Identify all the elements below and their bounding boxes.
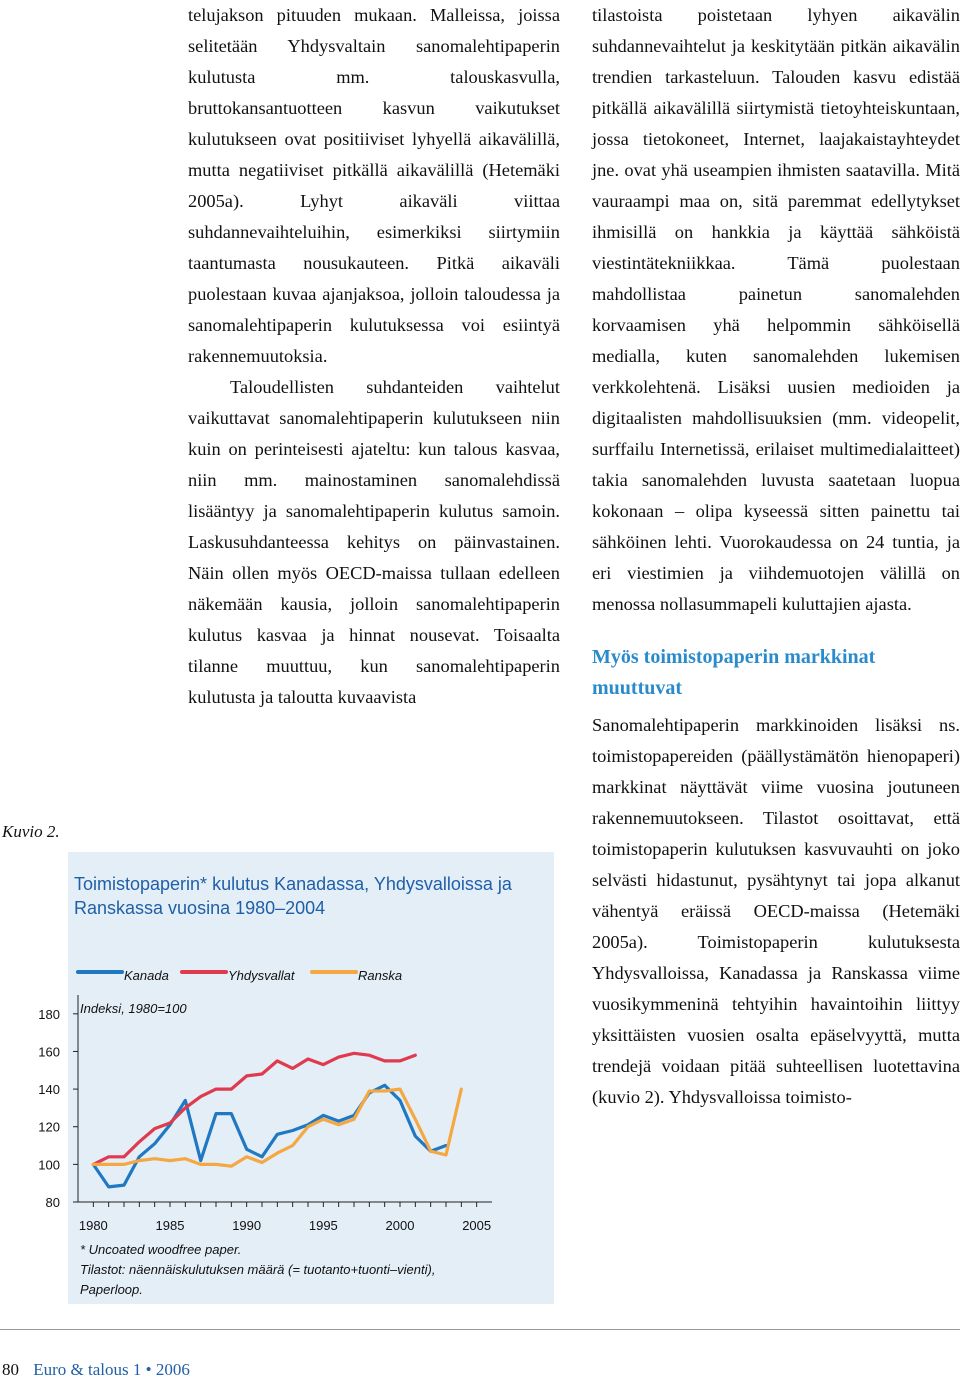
y-axis-label: Indeksi, 1980=100 bbox=[80, 1001, 187, 1016]
figure-title: Toimistopaperin* kulutus Kanadassa, Yhdysvalloissa ja Ranskassa vuosina 1980–2004 bbox=[74, 874, 512, 918]
y-tick-label: 100 bbox=[38, 1157, 60, 1173]
paragraph: Sanomalehtipaperin markkinoiden lisäksi ns. toimistopapereiden (päällystämätön hienopaperi) markkinat näyttävät viime vuosina joutuneen rakennemuutokseen. Tilastot osoittavat, että toimistopaperin kulutuksen kasvuvauhti on joko selvästi hidastunut, pysähtynyt tai jopa alkanut vähentyä eräissä OECD-maissa (Hetemäki 2005a). Toimistopaperin kulutuksesta Yhdysvalloissa, Kanadassa ja Ranskassa viime vuosikymmeninä tehtyihin havaintoihin liittyy yksittäisten vuosien osalta epäselvyyttä, mutta trendejä voidaan pitää suhteellisen luotettavina (kuvio 2). Yhdysvalloissa toimisto- bbox=[592, 715, 960, 1107]
y-tick-label: 160 bbox=[38, 1044, 60, 1060]
y-tick-label: 180 bbox=[38, 1006, 60, 1022]
x-tick-label: 1995 bbox=[308, 1218, 338, 1233]
legend-label: Yhdysvallat bbox=[228, 968, 295, 983]
section-heading: Myös toimistopaperin markkinat muuttuvat bbox=[592, 646, 876, 699]
x-tick-label: 1985 bbox=[155, 1218, 185, 1233]
paragraph: Taloudellisten suhdanteiden vaihtelut vaikuttavat sanomalehtipaperin kulutukseen niin kuin on perinteisesti ajateltu: kun talous kasvaa, niin mm. mainostaminen sanomalehdissä lisääntyy ja sanomalehtipaperin kulutus samoin. Laskusuhdanteessa kehitys on päinvastainen. Näin ollen myös OECD-maissa tullaan edelleen näkemään kausia, jolloin sanomalehtipaperin kulutus kasvaa ja hinnat nousevat. Toisaalta tilanne muuttuu, kun sanomalehtipaperin kulutusta ja taloutta kuvaavista bbox=[188, 377, 560, 707]
x-tick-label: 1990 bbox=[232, 1218, 262, 1233]
series-line-ranska bbox=[93, 1089, 461, 1166]
x-tick-label: 1980 bbox=[78, 1218, 108, 1233]
series-line-yhdysvallat bbox=[93, 1053, 415, 1164]
magazine-name: Euro & talous 1 • 2006 bbox=[33, 1360, 190, 1379]
x-tick-label: 2000 bbox=[385, 1218, 415, 1233]
figure-label: Kuvio 2. bbox=[2, 822, 60, 841]
legend-label: Kanada bbox=[124, 968, 169, 983]
y-tick-label: 120 bbox=[38, 1119, 60, 1135]
x-tick-label: 2005 bbox=[462, 1218, 492, 1233]
legend-label: Ranska bbox=[358, 968, 403, 983]
page-number: 80 bbox=[2, 1360, 19, 1379]
paragraph: tilastoista poistetaan lyhyen aikavälin suhdannevaihtelut ja keskitytään pitkän aikavälin trendien tarkasteluun. Talouden kasvu edistää pitkällä aikavälillä siirtymistä tietoyhteiskuntaan, jossa tietokoneet, Internet, laajakaistayhteydet jne. ovat yhä useampien ihmisten saatavilla. Mitä vauraampi maa on, sitä paremmat edellytykset ihmisillä on hankkia ja käyttää sähköistä viestintätekniikkaa. Tämä puolestaan mahdollistaa painetun sanomalehden korvaamisen yhä helpommin sähköisellä medialla, kuten sanomalehden lukemisen verkkolehtenä. Lisäksi uusien medioiden ja digitaalisten mahdollisuuksien (mm. videopelit, surffailu Internetissä, erilaiset multimedialaitteet) takia sanomalehden luvusta saatetaan luopua kokonaan – olipa kyseessä sitten painettu tai sähköinen lehti. Vuorokaudessa on 24 tuntia, ja eri viestimien ja viihdemuotojen välillä on menossa nollasummapeli kuluttajien ajasta. bbox=[592, 5, 960, 614]
figure-note: * Uncoated woodfree paper. bbox=[80, 1242, 242, 1257]
figure-source: Tilastot: näennäiskulutuksen määrä (= tuotanto+tuonti–vienti), Paperloop. bbox=[80, 1262, 436, 1297]
page-footer bbox=[2, 1360, 190, 1380]
paragraph: telujakson pituuden mukaan. Malleissa, joissa selitetään Yhdysvaltain sanomalehtipaperin kulutusta mm. talouskasvulla, bruttokansantuotteen kasvun vaikutukset kulutukseen ovat positiiviset lyhyellä aikavälillä, mutta negatiiviset pitkällä aikavälillä (Hetemäki 2005a). Lyhyt aikaväli viittaa suhdannevaihteluihin, esimerkiksi siirtymiin taantumasta nousukauteen. Pitkä aikaväli puolestaan kuvaa ajanjaksoa, jolloin taloudessa ja sanomalehtipaperin kulutuksessa voi esiintyä rakennemuutoksia. bbox=[188, 5, 560, 366]
y-tick-label: 80 bbox=[45, 1195, 60, 1210]
y-tick-label: 140 bbox=[38, 1082, 60, 1098]
